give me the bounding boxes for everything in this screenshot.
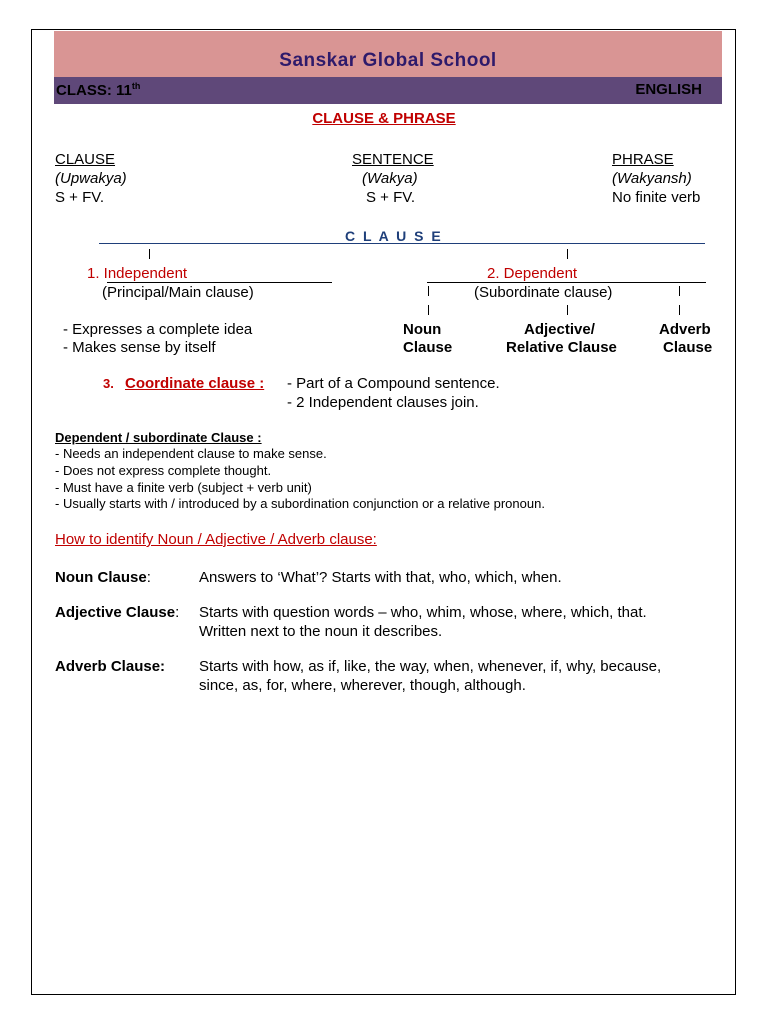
dependent-bar	[427, 282, 706, 283]
tree-branch-left	[149, 249, 150, 259]
subject-label: ENGLISH	[635, 81, 702, 98]
topic-title: CLAUSE & PHRASE	[312, 110, 456, 127]
dependent-note-2: - Does not express complete thought.	[55, 463, 272, 478]
noun-clause-term-text: Noun Clause	[55, 569, 147, 586]
independent-subtitle: (Principal/Main clause)	[102, 284, 254, 301]
phrase-heading: PHRASE	[612, 151, 674, 168]
class-label: CLASS: 11	[56, 82, 132, 99]
sentence-formula: S + FV.	[366, 189, 416, 206]
class-bar	[54, 77, 722, 104]
adjective-clause-line2: Relative Clause	[506, 339, 617, 356]
tree-root-line	[99, 243, 705, 244]
adverb-clause-term: Adverb Clause:	[55, 658, 166, 675]
adjective-clause-term-text: Adjective Clause	[55, 604, 176, 621]
phrase-formula: No finite verb	[612, 189, 701, 206]
dependent-branch-noun-1	[428, 286, 429, 296]
tree-branch-right	[567, 249, 568, 259]
dependent-subtitle: (Subordinate clause)	[474, 284, 613, 301]
independent-underline	[107, 282, 332, 283]
independent-point-2: - Makes sense by itself	[63, 339, 216, 356]
dependent-branch-adverb-1	[679, 286, 680, 296]
school-name: Sanskar Global School	[279, 50, 497, 71]
coordinate-number: 3.	[103, 376, 114, 391]
clause-hindi: (Upwakya)	[55, 170, 127, 187]
adverb-clause-line1: Adverb	[659, 321, 711, 338]
adjective-clause-sep: :	[175, 604, 180, 621]
independent-label: 1. Independent	[87, 265, 188, 282]
class-label-group	[56, 81, 140, 99]
dependent-note-3: - Must have a finite verb (subject + verb unit)	[55, 480, 312, 495]
adverb-clause-desc-2: since, as, for, where, wherever, though, although.	[199, 677, 526, 694]
adverb-clause-line2: Clause	[663, 339, 713, 356]
independent-point-1: - Expresses a complete idea	[63, 321, 253, 338]
sentence-hindi: (Wakya)	[362, 170, 418, 187]
dependent-label: 2. Dependent	[487, 265, 578, 282]
noun-clause-sep: :	[146, 569, 151, 586]
clause-tree-root: C L A U S E	[345, 228, 443, 244]
noun-clause-desc-1: Answers to ‘What’? Starts with that, who, which, when.	[199, 569, 562, 586]
adjective-clause-desc-2: Written next to the noun it describes.	[199, 623, 443, 640]
dependent-branch-adverb-2	[679, 305, 680, 315]
dependent-branch-noun-2	[428, 305, 429, 315]
class-superscript: th	[131, 81, 141, 91]
coordinate-label	[125, 375, 264, 392]
coordinate-point-1: - Part of a Compound sentence.	[287, 375, 500, 392]
noun-clause-term	[55, 569, 151, 586]
adjective-clause-desc-1: Starts with question words – who, whim, whose, where, which, that.	[199, 604, 647, 621]
phrase-hindi: (Wakyansh)	[612, 170, 692, 187]
adverb-clause-desc-1: Starts with how, as if, like, the way, when, whenever, if, why, because,	[199, 658, 662, 675]
noun-clause-line1: Noun	[403, 321, 442, 338]
dependent-notes-heading: Dependent / subordinate Clause :	[55, 430, 262, 445]
coordinate-point-2: - 2 Independent clauses join.	[287, 394, 479, 411]
dependent-note-4: - Usually starts with / introduced by a subordination conjunction or a relative pronoun.	[55, 496, 545, 511]
coordinate-label-text: Coordinate clause :	[125, 375, 265, 392]
adjective-clause-line1: Adjective/	[524, 321, 595, 338]
dependent-branch-adjective	[567, 305, 568, 315]
dependent-note-1: - Needs an independent clause to make sense.	[55, 446, 327, 461]
clause-heading: CLAUSE	[55, 151, 116, 168]
school-name-banner	[54, 31, 722, 77]
sentence-heading: SENTENCE	[352, 151, 434, 168]
clause-formula: S + FV.	[55, 189, 105, 206]
noun-clause-line2: Clause	[403, 339, 453, 356]
adjective-clause-term	[55, 604, 179, 621]
identify-heading: How to identify Noun / Adjective / Adverb clause:	[55, 531, 377, 548]
